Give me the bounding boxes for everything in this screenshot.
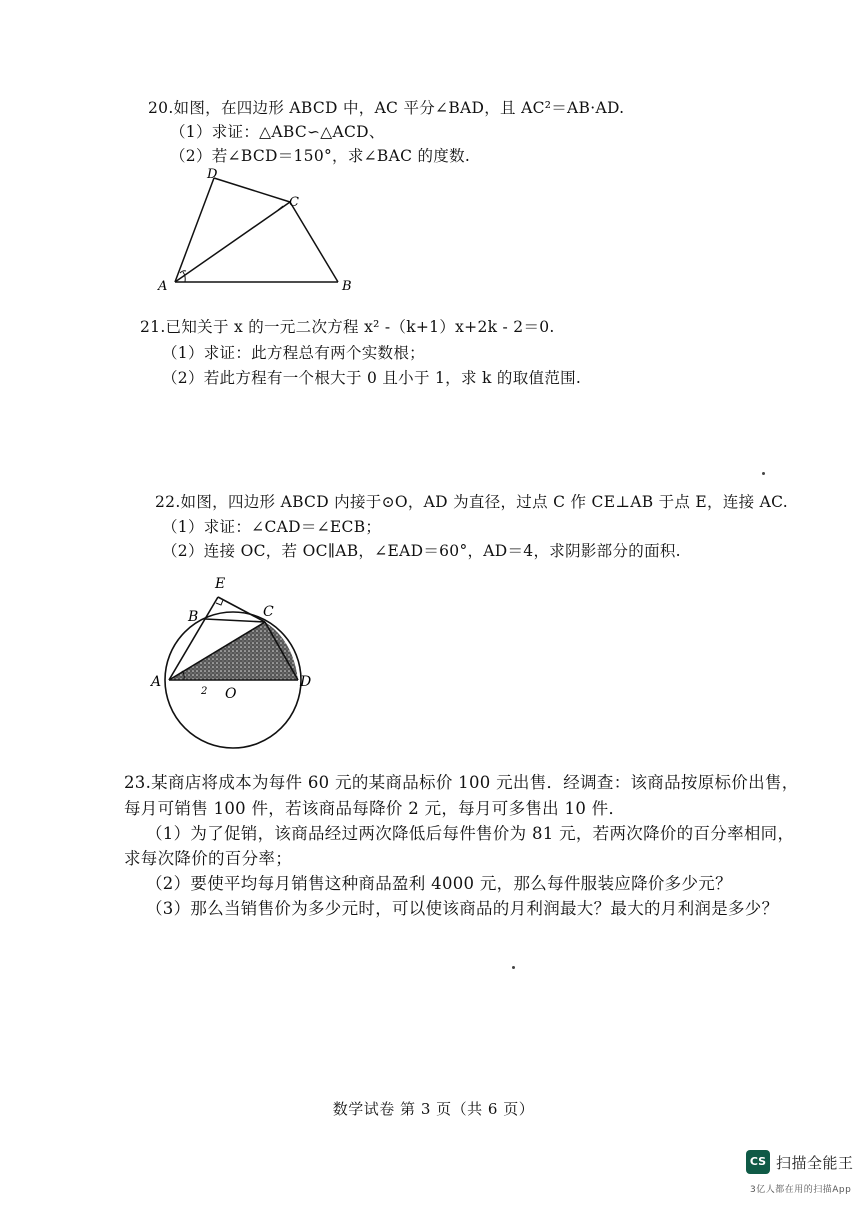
q20-part1: （1）求证：△ABC∽△ACD、 (170, 123, 385, 141)
q20-stem: 20.如图，在四边形 ABCD 中，AC 平分∠BAD，且 AC²＝AB·AD. (148, 99, 625, 117)
q21-part1: （1）求证：此方程总有两个实数根； (162, 344, 425, 362)
q23-line4: 求每次降价的百分率； (124, 849, 292, 868)
q20-part2: （2）若∠BCD＝150°，求∠BAC 的度数. (170, 147, 471, 165)
label-angle-2: 2 (201, 686, 208, 697)
label-e: E (215, 576, 226, 592)
q22-circle-figure (148, 570, 328, 760)
side-cb (290, 202, 338, 282)
q23-line6: （3）那么当销售价为多少元时，可以使该商品的月利润最大？最大的月利润是多少？ (146, 899, 779, 918)
q20-quadrilateral-figure (150, 160, 370, 295)
segment-ec (218, 597, 265, 622)
right-angle-mark (216, 600, 223, 605)
q23-line1: 23.某商店将成本为每件 60 元的某商品标价 100 元出售．经调查：该商品按原标价出售， (124, 773, 799, 792)
scanner-watermark (746, 1148, 864, 1218)
diagonal-ac (175, 202, 290, 282)
q23-line3: （1）为了促销，该商品经过两次降低后每件售价为 81 元，若两次降价的百分率相同， (146, 824, 795, 843)
page-footer: 数学试卷 第 3 页（共 6 页） (332, 1100, 535, 1118)
q21-part2: （2）若此方程有一个根大于 0 且小于 1，求 k 的取值范围. (162, 369, 582, 387)
shaded-region (169, 622, 298, 680)
label-d: D (207, 167, 218, 182)
chord-bc (205, 619, 265, 622)
q22-part1: （1）求证：∠CAD＝∠ECB； (162, 518, 382, 536)
label-c: C (289, 195, 299, 210)
label-o: O (225, 686, 237, 702)
camscanner-logo-icon: CS (746, 1150, 770, 1174)
q21-stem: 21.已知关于 x 的一元二次方程 x² -（k+1）x+2k - 2＝0. (140, 318, 555, 336)
scan-speck (762, 472, 765, 475)
label-a2: A (151, 674, 162, 690)
side-dc (214, 178, 290, 202)
q22-part2: （2）连接 OC，若 OC∥AB，∠EAD＝60°，AD＝4，求阴影部分的面积. (162, 542, 681, 560)
watermark-app-name: 扫描全能王 (776, 1154, 854, 1172)
label-b: B (342, 279, 352, 294)
label-b2: B (188, 609, 199, 625)
label-d2: D (300, 674, 312, 690)
q23-line2: 每月可销售 100 件，若该商品每降价 2 元，每月可多售出 10 件． (124, 799, 626, 818)
label-a: A (158, 279, 168, 294)
side-ad (175, 178, 214, 282)
q22-stem: 22.如图，四边形 ABCD 内接于⊙O，AD 为直径，过点 C 作 CE⊥AB 于点 E，连接 AC. (155, 493, 789, 511)
q23-line5: （2）要使平均每月销售这种商品盈利 4000 元，那么每件服装应降价多少元？ (146, 874, 732, 893)
scan-speck (512, 966, 515, 969)
watermark-tagline: 3亿人都在用的扫描App (750, 1185, 852, 1195)
label-c2: C (263, 604, 274, 620)
